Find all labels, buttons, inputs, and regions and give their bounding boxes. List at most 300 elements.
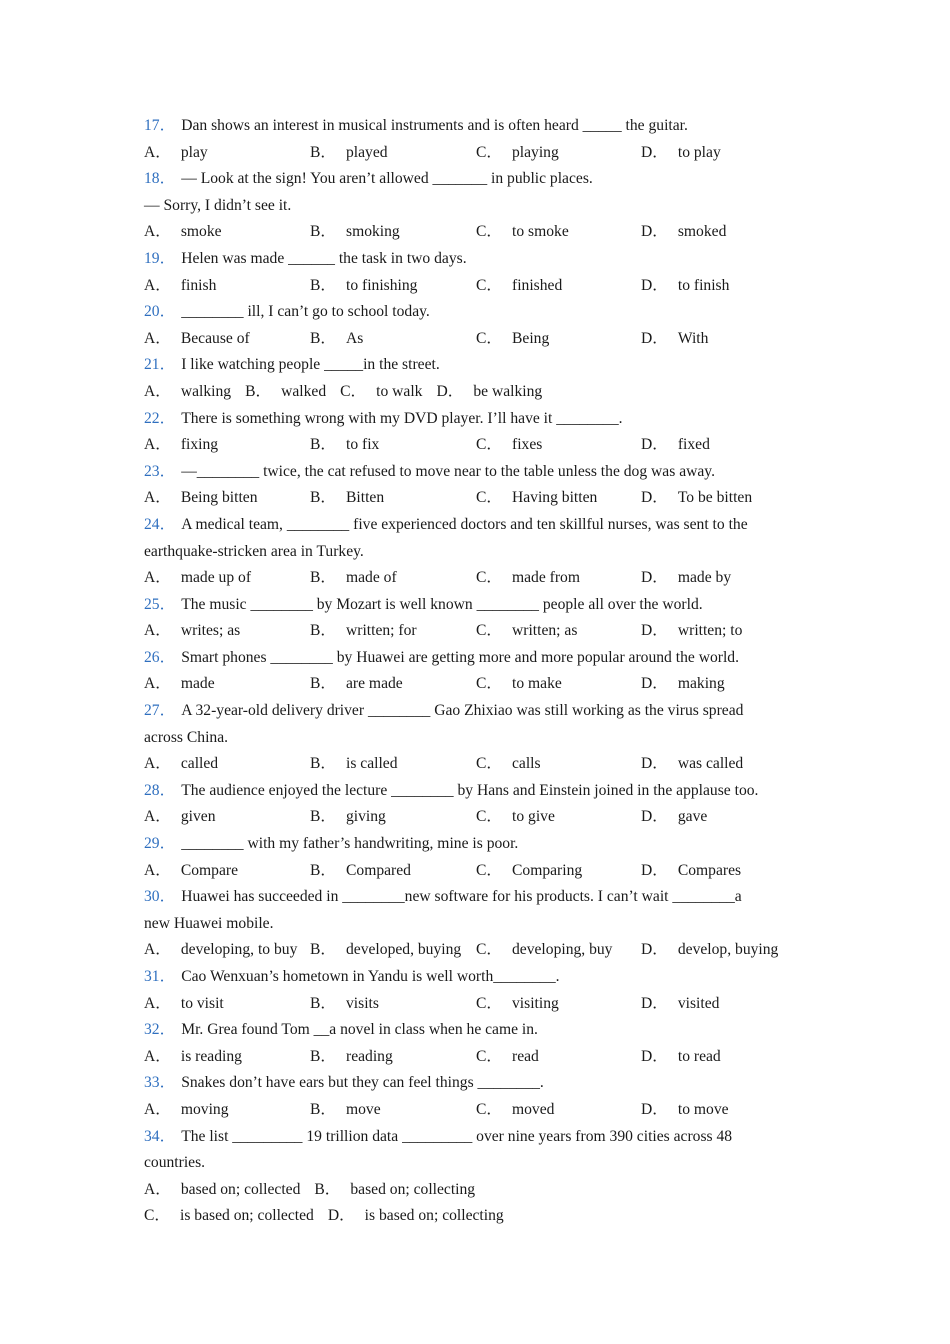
option-text: to move	[677, 1100, 729, 1118]
option-letter: D．	[641, 329, 668, 347]
question-text: new Huawei mobile.	[144, 914, 274, 932]
option-text: giving	[346, 808, 386, 826]
answer-option[interactable]	[476, 858, 582, 885]
option-letter: A．	[144, 329, 171, 347]
option-text: developing, to buy	[180, 941, 298, 959]
option-text: To be bitten	[677, 489, 753, 507]
options-row	[144, 1097, 814, 1124]
option-letter: C．	[476, 223, 502, 241]
option-text: written; as	[512, 622, 578, 640]
option-letter: B．	[310, 329, 336, 347]
option-text: to fix	[346, 436, 380, 454]
option-letter: A．	[144, 489, 171, 507]
answer-option[interactable]	[641, 991, 719, 1018]
question-stem	[144, 166, 814, 193]
question-31	[144, 964, 814, 1017]
options-row	[144, 751, 814, 778]
question-number: 27	[144, 702, 160, 720]
option-letter: A．	[144, 1180, 171, 1198]
answer-option[interactable]	[144, 751, 218, 778]
answer-option[interactable]	[310, 937, 461, 964]
option-letter: C．	[476, 755, 502, 773]
option-letter: B．	[310, 675, 336, 693]
question-number-separator: ．	[159, 888, 176, 906]
option-letter: D．	[641, 436, 668, 454]
option-letter: B．	[245, 382, 272, 400]
question-text: Cao Wenxuan’s hometown in Yandu is well worth________.	[181, 968, 560, 985]
options-row	[144, 432, 814, 459]
options-row	[144, 1203, 814, 1230]
option-letter: D．	[641, 994, 668, 1012]
options-row	[144, 273, 814, 300]
answer-option[interactable]	[641, 804, 707, 831]
option-text: to read	[677, 1047, 721, 1065]
question-number: 28	[144, 781, 160, 799]
answer-option[interactable]	[245, 383, 326, 400]
question-number-separator: ．	[159, 409, 176, 427]
answer-option[interactable]	[144, 140, 208, 167]
answer-option[interactable]	[476, 565, 580, 592]
question-text: The music ________ by Mozart is well known ________ people all over the world.	[181, 595, 703, 613]
option-text: Bitten	[346, 489, 385, 507]
option-text: Compares	[677, 861, 742, 879]
option-letter: D．	[641, 941, 668, 959]
option-letter: C．	[476, 941, 502, 959]
option-letter: D．	[641, 143, 668, 161]
option-letter: A．	[144, 276, 171, 294]
option-text: to smoke	[512, 223, 569, 241]
answer-option[interactable]	[476, 618, 577, 645]
option-letter: A．	[144, 994, 171, 1012]
answer-option[interactable]	[641, 326, 708, 353]
option-letter: B．	[310, 569, 336, 587]
answer-option[interactable]	[144, 565, 251, 592]
option-text: As	[346, 329, 364, 347]
option-letter: C．	[476, 489, 502, 507]
options-row	[144, 1044, 814, 1071]
option-letter: C．	[476, 808, 502, 826]
option-letter: A．	[144, 861, 171, 879]
options-row	[144, 379, 814, 406]
question-17	[144, 113, 814, 166]
question-number-separator: ．	[159, 835, 176, 853]
option-text: read	[512, 1047, 539, 1065]
question-number-separator: ．	[159, 1021, 176, 1039]
answer-option[interactable]	[314, 1181, 475, 1198]
option-text: Compared	[346, 861, 411, 879]
option-letter: B．	[310, 941, 336, 959]
question-text: Mr. Grea found Tom __a novel in class when he came in.	[181, 1021, 538, 1039]
answer-option[interactable]	[641, 1044, 721, 1071]
answer-option[interactable]	[641, 1097, 729, 1124]
question-34	[144, 1124, 814, 1230]
question-32	[144, 1017, 814, 1070]
option-letter: D．	[641, 569, 668, 587]
answer-option[interactable]	[310, 671, 403, 698]
option-text: called	[180, 755, 219, 773]
question-number: 23	[144, 462, 160, 480]
option-text: Because of	[180, 329, 250, 347]
question-stem	[144, 1070, 814, 1097]
option-text: to walk	[376, 382, 423, 400]
answer-option[interactable]	[641, 671, 725, 698]
option-letter: B．	[310, 1047, 336, 1065]
question-26	[144, 645, 814, 698]
answer-option[interactable]	[641, 937, 778, 964]
option-letter: D．	[641, 1100, 668, 1118]
option-text: written; to	[677, 622, 743, 640]
question-text: Dan shows an interest in musical instruments and is often heard _____ the guitar.	[181, 117, 688, 134]
answer-option[interactable]	[641, 273, 729, 300]
question-18	[144, 166, 814, 246]
question-number: 19	[144, 249, 160, 267]
answer-option[interactable]	[310, 991, 379, 1018]
option-text: Being bitten	[180, 489, 258, 507]
options-row	[144, 1177, 814, 1204]
option-letter: D．	[641, 622, 668, 640]
option-letter: C．	[476, 329, 502, 347]
option-text: smoke	[180, 223, 222, 241]
question-stem	[144, 352, 814, 379]
question-stem	[144, 831, 814, 858]
option-letter: C．	[476, 276, 502, 294]
answer-option[interactable]	[144, 383, 231, 400]
option-letter: D．	[641, 1047, 668, 1065]
option-text: finished	[512, 276, 563, 294]
answer-option[interactable]	[476, 140, 559, 167]
option-letter: C．	[476, 1047, 502, 1065]
option-text: made of	[346, 569, 397, 587]
question-stem	[144, 964, 814, 991]
option-letter: A．	[144, 223, 171, 241]
option-text: developed, buying	[346, 941, 462, 959]
question-number: 21	[144, 356, 160, 374]
answer-option[interactable]	[641, 140, 721, 167]
option-text: visits	[346, 994, 379, 1012]
question-stem	[144, 884, 814, 911]
question-number: 26	[144, 648, 160, 666]
answer-option[interactable]	[310, 326, 363, 353]
answer-option[interactable]	[310, 219, 400, 246]
options-row	[144, 618, 814, 645]
answer-option[interactable]	[310, 858, 411, 885]
option-text: be walking	[473, 382, 543, 400]
answer-option[interactable]	[144, 991, 224, 1018]
answer-option[interactable]	[476, 485, 597, 512]
answer-option[interactable]	[641, 618, 742, 645]
option-text: moved	[512, 1100, 555, 1118]
option-text: was called	[677, 755, 744, 773]
option-letter: C．	[476, 1100, 502, 1118]
answer-option[interactable]	[641, 432, 710, 459]
option-text: fixing	[180, 436, 219, 454]
option-letter: D．	[641, 808, 668, 826]
answer-option[interactable]	[476, 937, 612, 964]
question-stem	[144, 1124, 814, 1151]
answer-option[interactable]	[340, 383, 422, 400]
answer-option[interactable]	[310, 273, 417, 300]
answer-option[interactable]	[436, 383, 542, 400]
option-letter: C．	[144, 1207, 170, 1225]
option-letter: C．	[476, 994, 502, 1012]
answer-option[interactable]	[144, 326, 250, 353]
question-text: — Sorry, I didn’t see it.	[144, 196, 292, 214]
answer-option[interactable]	[476, 432, 542, 459]
question-stem	[144, 592, 814, 619]
question-number: 30	[144, 888, 160, 906]
option-text: visited	[677, 994, 720, 1012]
question-text: I like watching people _____in the street.	[181, 356, 440, 374]
answer-option[interactable]	[476, 991, 559, 1018]
option-text: is based on; collected	[180, 1207, 314, 1225]
answer-option[interactable]	[310, 1044, 393, 1071]
option-letter: B．	[310, 143, 336, 161]
option-text: based on; collected	[180, 1180, 301, 1198]
question-number: 24	[144, 515, 160, 533]
option-letter: B．	[310, 755, 336, 773]
options-row	[144, 485, 814, 512]
option-letter: A．	[144, 808, 171, 826]
answer-option[interactable]	[144, 858, 238, 885]
option-text: Compare	[180, 861, 239, 879]
answer-option[interactable]	[144, 671, 215, 698]
answer-option[interactable]	[476, 671, 562, 698]
question-text: A 32-year-old delivery driver ________ Gao Zhixiao was still working as the virus spread	[181, 702, 744, 720]
question-number-separator: ．	[159, 249, 176, 267]
option-text: fixed	[677, 436, 710, 454]
question-text: — Look at the sign! You aren’t allowed _______ in public places.	[181, 170, 593, 188]
option-letter: D．	[327, 1207, 355, 1225]
question-20	[144, 299, 814, 352]
answer-option[interactable]	[144, 219, 222, 246]
option-letter: D．	[641, 755, 668, 773]
question-number-separator: ．	[159, 515, 176, 533]
option-text: made	[180, 675, 215, 693]
question-19	[144, 246, 814, 299]
option-text: writes; as	[180, 622, 241, 640]
answer-option[interactable]	[310, 485, 384, 512]
options-row	[144, 858, 814, 885]
option-text: reading	[346, 1047, 393, 1065]
question-number-separator: ．	[159, 968, 176, 985]
option-text: made by	[677, 569, 732, 587]
answer-option[interactable]	[310, 618, 417, 645]
option-letter: A．	[144, 675, 171, 693]
question-21	[144, 352, 814, 405]
answer-option[interactable]	[328, 1207, 504, 1224]
question-number: 34	[144, 1127, 160, 1145]
option-text: to visit	[180, 994, 224, 1012]
option-text: With	[677, 329, 709, 347]
option-letter: B．	[310, 994, 336, 1012]
question-number-separator: ．	[159, 702, 176, 720]
answer-option[interactable]	[144, 1044, 242, 1071]
option-letter: C．	[476, 622, 502, 640]
question-stem	[144, 698, 814, 725]
option-letter: A．	[144, 1100, 171, 1118]
answer-option[interactable]	[144, 937, 297, 964]
question-number: 25	[144, 595, 160, 613]
question-text: across China.	[144, 728, 229, 746]
question-number-separator: ．	[159, 648, 176, 666]
option-text: Comparing	[512, 861, 583, 879]
option-letter: B．	[310, 808, 336, 826]
answer-option[interactable]	[476, 326, 549, 353]
answer-option[interactable]	[144, 618, 240, 645]
question-number-separator: ．	[159, 356, 176, 374]
option-text: based on; collecting	[350, 1180, 476, 1198]
answer-option[interactable]	[476, 273, 562, 300]
option-letter: A．	[144, 941, 171, 959]
answer-option[interactable]	[476, 1044, 539, 1071]
option-letter: B．	[314, 1180, 341, 1198]
answer-option[interactable]	[476, 1097, 554, 1124]
option-text: smoking	[346, 223, 400, 241]
option-letter: B．	[310, 489, 336, 507]
options-row	[144, 326, 814, 353]
answer-option[interactable]	[310, 804, 386, 831]
question-30	[144, 884, 814, 964]
option-letter: A．	[144, 569, 171, 587]
answer-option[interactable]	[310, 140, 388, 167]
option-text: playing	[512, 143, 559, 161]
options-row	[144, 804, 814, 831]
question-stem-continued	[144, 911, 814, 938]
option-letter: B．	[310, 436, 336, 454]
options-row	[144, 219, 814, 246]
question-28	[144, 778, 814, 831]
answer-option[interactable]	[144, 1207, 314, 1224]
option-text: is based on; collecting	[364, 1207, 504, 1225]
option-text: walking	[180, 382, 232, 400]
option-text: given	[180, 808, 216, 826]
question-stem	[144, 113, 814, 140]
option-letter: B．	[310, 622, 336, 640]
option-text: walked	[281, 382, 327, 400]
question-text: countries.	[144, 1154, 206, 1172]
question-stem	[144, 299, 814, 326]
option-text: gave	[677, 808, 708, 826]
question-22	[144, 406, 814, 459]
question-number: 17	[144, 117, 160, 134]
option-letter: A．	[144, 1047, 171, 1065]
question-stem	[144, 459, 814, 486]
question-stem-continued	[144, 1150, 814, 1177]
answer-option[interactable]	[144, 432, 218, 459]
answer-option[interactable]	[310, 751, 398, 778]
option-letter: D．	[641, 675, 668, 693]
option-letter: D．	[641, 223, 668, 241]
question-stem	[144, 1017, 814, 1044]
option-text: fixes	[512, 436, 543, 454]
answer-option[interactable]	[310, 432, 379, 459]
question-23	[144, 459, 814, 512]
question-27	[144, 698, 814, 778]
answer-option[interactable]	[310, 1097, 381, 1124]
answer-option[interactable]	[144, 1181, 300, 1198]
question-stem-continued	[144, 725, 814, 752]
option-text: written; for	[346, 622, 417, 640]
question-24	[144, 512, 814, 592]
answer-option[interactable]	[310, 565, 397, 592]
answer-option[interactable]	[144, 804, 216, 831]
answer-option[interactable]	[641, 858, 741, 885]
option-text: are made	[346, 675, 403, 693]
option-letter: C．	[476, 861, 502, 879]
option-text: making	[677, 675, 725, 693]
option-letter: B．	[310, 1100, 336, 1118]
option-text: visiting	[512, 994, 559, 1012]
option-letter: B．	[310, 223, 336, 241]
question-text: ________ ill, I can’t go to school today.	[181, 303, 430, 321]
question-number-separator: ．	[159, 303, 176, 321]
option-text: to finishing	[346, 276, 418, 294]
question-number-separator: ．	[159, 117, 176, 134]
options-row	[144, 671, 814, 698]
question-stem	[144, 246, 814, 273]
question-number: 33	[144, 1074, 160, 1092]
question-25	[144, 592, 814, 645]
option-letter: D．	[641, 861, 668, 879]
option-text: Being	[512, 329, 550, 347]
option-text: played	[346, 143, 388, 161]
question-text: Smart phones ________ by Huawei are getting more and more popular around the world.	[181, 648, 739, 666]
option-text: smoked	[677, 223, 727, 241]
option-letter: B．	[310, 276, 336, 294]
answer-option[interactable]	[476, 804, 555, 831]
answer-option[interactable]	[144, 1097, 229, 1124]
answer-option[interactable]	[641, 485, 752, 512]
answer-option[interactable]	[144, 485, 258, 512]
question-stem-continued	[144, 539, 814, 566]
answer-option[interactable]	[641, 565, 731, 592]
option-letter: A．	[144, 436, 171, 454]
question-29	[144, 831, 814, 884]
question-number: 22	[144, 409, 160, 427]
option-letter: B．	[310, 861, 336, 879]
answer-option[interactable]	[476, 751, 541, 778]
question-text: The audience enjoyed the lecture ________ by Hans and Einstein joined in the applause too.	[181, 781, 759, 799]
question-text: ________ with my father’s handwriting, mine is poor.	[181, 835, 519, 853]
question-number-separator: ．	[159, 595, 176, 613]
question-text: earthquake-stricken area in Turkey.	[144, 542, 364, 560]
option-text: to finish	[677, 276, 730, 294]
option-text: Having bitten	[512, 489, 598, 507]
answer-option[interactable]	[144, 273, 216, 300]
question-list	[144, 113, 814, 1230]
option-letter: A．	[144, 143, 171, 161]
option-letter: C．	[476, 569, 502, 587]
answer-option[interactable]	[476, 219, 569, 246]
question-stem-continued	[144, 193, 814, 220]
option-text: moving	[180, 1100, 229, 1118]
question-text: The list _________ 19 trillion data _________ over nine years from 390 cities across 48	[181, 1127, 733, 1145]
question-text: There is something wrong with my DVD player. I’ll have it ________.	[181, 409, 623, 427]
answer-option[interactable]	[641, 219, 726, 246]
question-stem	[144, 778, 814, 805]
question-number: 32	[144, 1021, 160, 1039]
answer-option[interactable]	[641, 751, 743, 778]
option-text: to make	[512, 675, 562, 693]
option-letter: C．	[476, 143, 502, 161]
question-number: 29	[144, 835, 160, 853]
question-number-separator: ．	[159, 170, 176, 188]
option-text: finish	[180, 276, 217, 294]
question-text: —________ twice, the cat refused to move near to the table unless the dog was away.	[181, 462, 715, 480]
option-text: is reading	[180, 1047, 242, 1065]
option-letter: C．	[476, 675, 502, 693]
options-row	[144, 565, 814, 592]
